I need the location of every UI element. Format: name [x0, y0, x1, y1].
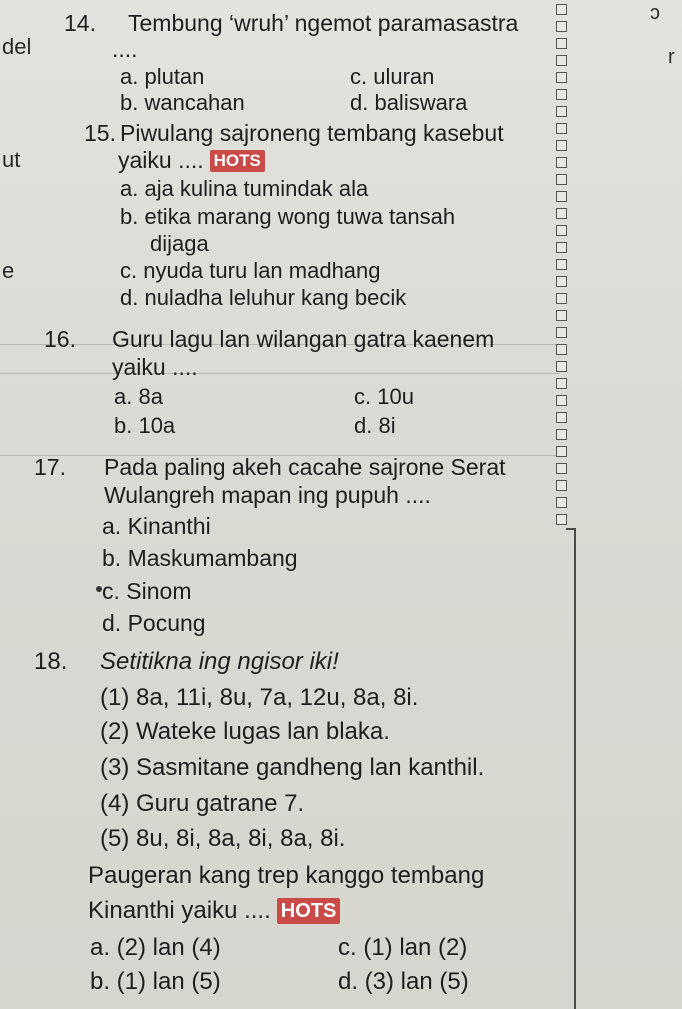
- option-b-continuation: dijaga: [150, 231, 209, 256]
- margin-fragment: ut: [2, 147, 21, 172]
- question-text: Tembung ‘wruh’ ngemot paramasastra: [128, 10, 519, 36]
- margin-line: [574, 530, 576, 1009]
- binding-hole: [556, 446, 567, 457]
- option-a[interactable]: a. aja kulina tumindak ala: [120, 176, 369, 201]
- option-c[interactable]: c. (1) lan (2): [338, 934, 468, 961]
- question-prompt-label: Kinanthi yaiku ....: [88, 897, 271, 924]
- question-prompt: Paugeran kang trep kanggo tembang: [88, 862, 485, 889]
- statement-item: (5) 8u, 8i, 8a, 8i, 8a, 8i.: [100, 825, 346, 852]
- question-text: Pada paling akeh cacahe sajrone Serat: [104, 454, 506, 480]
- option-a[interactable]: a. Kinanthi: [102, 513, 211, 539]
- binding-hole: [556, 174, 567, 185]
- margin-fragment: del: [2, 34, 32, 59]
- binding-hole: [556, 191, 567, 202]
- hots-badge: HOTS: [210, 150, 265, 172]
- question-text: Guru lagu lan wilangan gatra kaenem: [112, 326, 495, 352]
- option-a[interactable]: a. plutan: [120, 64, 205, 89]
- question-text-continuation: ....: [112, 36, 138, 62]
- option-b[interactable]: b. Maskumambang: [102, 545, 298, 571]
- statement-item: (4) Guru gatrane 7.: [100, 790, 305, 817]
- binding-hole: [556, 89, 567, 100]
- option-d[interactable]: d. (3) lan (5): [338, 968, 469, 995]
- option-c[interactable]: c. 10u: [354, 384, 414, 409]
- statement-item: (3) Sasmitane gandheng lan kanthil.: [100, 754, 485, 781]
- option-d[interactable]: d. Pocung: [102, 610, 206, 636]
- binding-hole: [556, 208, 567, 219]
- binding-hole: [556, 310, 567, 321]
- option-b[interactable]: b. (1) lan (5): [90, 968, 221, 995]
- margin-fragment: ɔ: [650, 2, 660, 24]
- margin-fragment: r: [668, 46, 675, 68]
- binding-hole: [556, 429, 567, 440]
- binding-hole: [556, 106, 567, 117]
- question-text-continuation: Wulangreh mapan ing pupuh ....: [104, 482, 431, 508]
- option-b[interactable]: b. wancahan: [120, 90, 245, 115]
- binding-hole: [556, 344, 567, 355]
- option-c[interactable]: c. nyuda turu lan madhang: [120, 258, 381, 283]
- hots-badge: HOTS: [277, 898, 341, 924]
- binding-hole: [556, 395, 567, 406]
- margin-fragment: e: [2, 258, 15, 283]
- question-number: 17.: [34, 454, 66, 480]
- option-c[interactable]: c. Sinom: [102, 578, 192, 604]
- question-number: 16.: [44, 326, 76, 352]
- binding-strip: [556, 0, 570, 530]
- binding-hole: [556, 123, 567, 134]
- question-text-continuation: yaiku ....: [112, 354, 198, 380]
- binding-hole: [556, 225, 567, 236]
- question-text-continuation: [118, 147, 265, 174]
- statement-item: (1) 8a, 11i, 8u, 7a, 12u, 8a, 8i.: [100, 684, 419, 711]
- binding-hole: [556, 327, 567, 338]
- binding-hole: [556, 480, 567, 491]
- question-prompt-continuation: [88, 897, 340, 925]
- binding-hole: [556, 4, 567, 15]
- option-a[interactable]: a. (2) lan (4): [90, 934, 221, 961]
- binding-hole: [556, 21, 567, 32]
- question-number: 18.: [34, 648, 68, 675]
- binding-hole: [556, 276, 567, 287]
- binding-hole: [556, 497, 567, 508]
- ruled-line: [0, 373, 560, 374]
- question-text: Piwulang sajroneng tembang kasebut: [120, 120, 504, 146]
- question-text: Setitikna ing ngisor iki!: [100, 648, 339, 675]
- binding-hole: [556, 361, 567, 372]
- binding-hole: [556, 55, 567, 66]
- binding-hole: [556, 242, 567, 253]
- question-number: 15.: [84, 120, 116, 146]
- option-b[interactable]: b. etika marang wong tuwa tansah: [120, 204, 456, 229]
- binding-hole: [556, 72, 567, 83]
- option-d[interactable]: d. 8i: [354, 413, 396, 438]
- option-c[interactable]: c. uluran: [350, 64, 435, 89]
- binding-hole: [556, 463, 567, 474]
- question-number: 14.: [64, 10, 96, 36]
- binding-hole: [556, 293, 567, 304]
- option-b[interactable]: b. 10a: [114, 413, 176, 438]
- binding-hole: [556, 259, 567, 270]
- binding-hole: [556, 140, 567, 151]
- binding-hole: [556, 157, 567, 168]
- statement-item: (2) Wateke lugas lan blaka.: [100, 718, 390, 745]
- binding-hole: [556, 412, 567, 423]
- binding-hole: [556, 514, 567, 525]
- option-a[interactable]: a. 8a: [114, 384, 163, 409]
- binding-hole: [556, 38, 567, 49]
- option-d[interactable]: d. baliswara: [350, 90, 468, 115]
- binding-hole: [556, 378, 567, 389]
- question-text-continuation-label: yaiku ....: [118, 147, 204, 173]
- option-d[interactable]: d. nuladha leluhur kang becik: [120, 285, 407, 310]
